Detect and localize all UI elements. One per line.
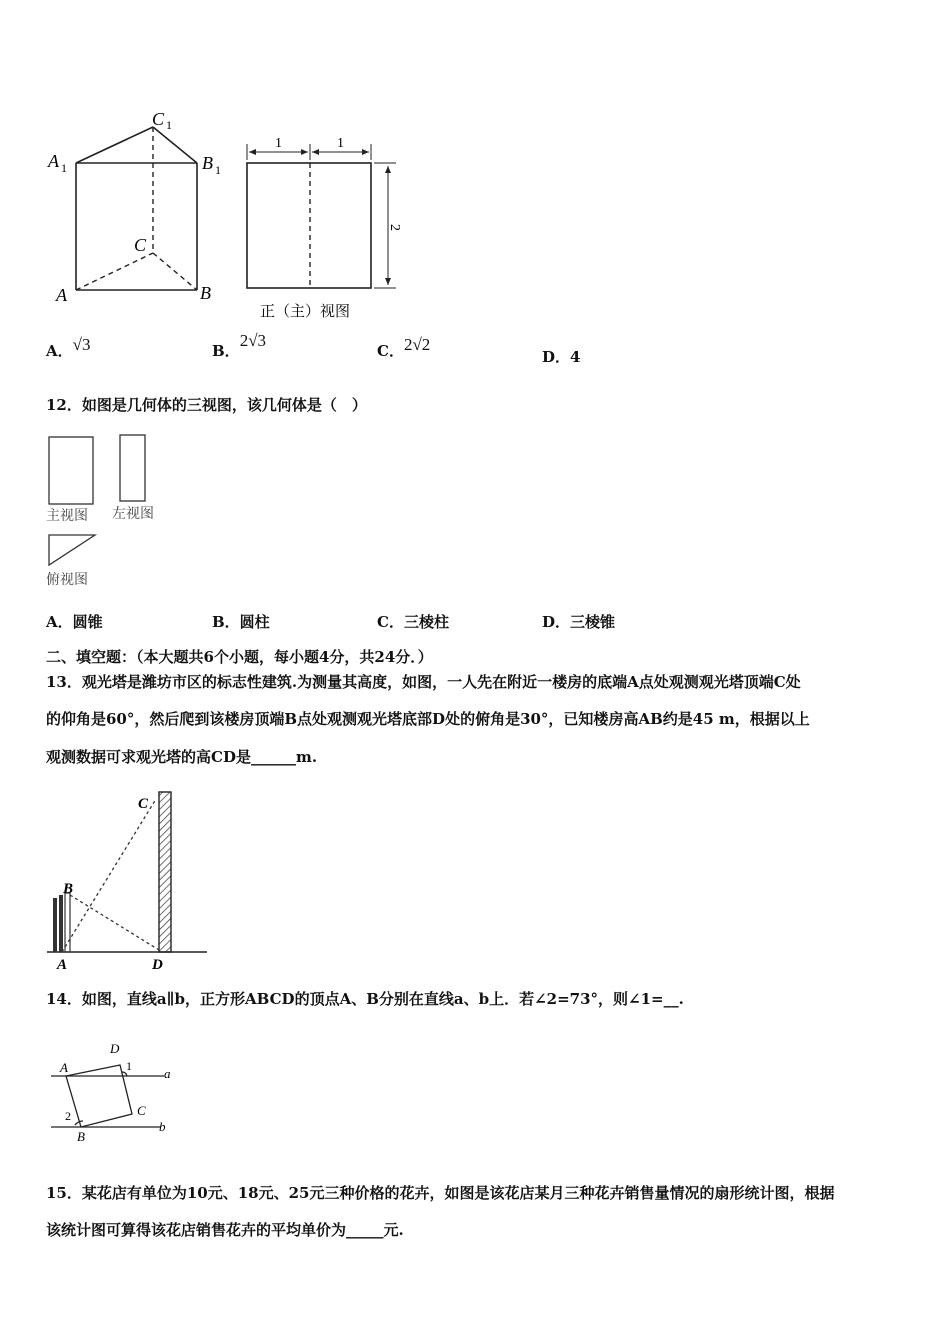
q12-text: 12．如图是几何体的三视图，该几何体是（ ） [46,396,367,414]
square-label-2: 2 [65,1109,71,1123]
prism-sub-c1: 1 [166,118,172,132]
left-view-caption: 左视图 [112,507,154,522]
square-label-b: B [77,1129,85,1144]
line-label-b: b [159,1119,166,1134]
tower-label-a: A [57,957,68,973]
q13-line-1: 13．观光塔是潍坊市区的标志性建筑.为测量其高度，如图，一人先在附近一楼房的底端A点处观测观光塔顶端C处 [46,673,801,691]
q11-option-a-value: √3 [72,335,91,354]
q11-option-d-label: D． [542,348,571,366]
square-lines-figure [46,1035,186,1147]
q12-option-b: B．圆柱 [212,613,270,631]
prism-sub-b1: 1 [215,163,221,177]
line-label-a: a [164,1066,171,1081]
q11-option-a-label: A． [46,342,73,360]
prism-label-c1: C [152,109,165,129]
q11-option-a [46,335,91,361]
main-view-caption: 主视图 [46,509,88,524]
q13-line-2: 的仰角是60°，然后爬到该楼房顶端B点处观测观光塔底部D处的俯角是30°，已知楼房高AB约是45 m，根据以上 [46,710,810,728]
front-view-caption: 正（主）视图 [260,304,351,320]
square-label-d: D [110,1041,120,1056]
tower-label-d: D [152,957,163,973]
tower-label-b: B [63,881,74,897]
q14-text: 14．如图，直线a∥b，正方形ABCD的顶点A、B分别在直线a、b上．若∠2=73°，则∠1=__. [46,990,684,1008]
q15-line-1: 15．某花店有单位为10元、18元、25元三种价格的花卉，如图是该花店某月三种花卉销售量情况的扇形统计图，根据 [46,1184,835,1202]
prism-sub-a1: 1 [61,161,67,175]
prism-label-a: A [56,285,67,305]
q11-option-b-value: 2√3 [239,331,267,350]
prism-label-a1: A [48,151,59,171]
prism-label-b1: B [202,153,213,173]
q15-line-2: 该统计图可算得该花店销售花卉的平均单价为_____元. [46,1221,404,1239]
square-label-1: 1 [126,1059,132,1073]
tower-figure [42,785,217,975]
q11-option-b-label: B． [212,342,240,360]
front-dim-3: 2 [387,224,402,231]
square-label-c: C [137,1103,146,1118]
prism-label-b: B [200,283,211,303]
q13-line-3: 观测数据可求观光塔的高CD是______m. [46,748,318,766]
section-2-heading: 二、填空题：（本大题共6个小题，每小题4分，共24分．） [46,648,433,666]
top-view-caption: 俯视图 [46,573,88,588]
q12-option-d: D．三棱锥 [542,613,616,631]
front-dim-2: 1 [337,136,344,151]
q11-option-d-value: 4 [570,348,581,366]
three-views-figure [44,432,174,592]
front-dim-1: 1 [275,136,282,151]
q12-option-a: A．圆锥 [46,613,103,631]
square-label-a: A [60,1060,68,1075]
q11-option-c-value: 2√2 [403,335,431,354]
q11-option-b [212,331,267,361]
prism-label-c: C [134,235,147,255]
q11-option-c-label: C． [377,342,404,360]
front-view-figure [240,130,410,325]
tower-label-c: C [138,796,149,812]
q11-option-d [542,346,580,367]
prism-figure [40,105,240,310]
q12-option-c: C．三棱柱 [377,613,449,631]
q11-option-c [377,335,431,361]
